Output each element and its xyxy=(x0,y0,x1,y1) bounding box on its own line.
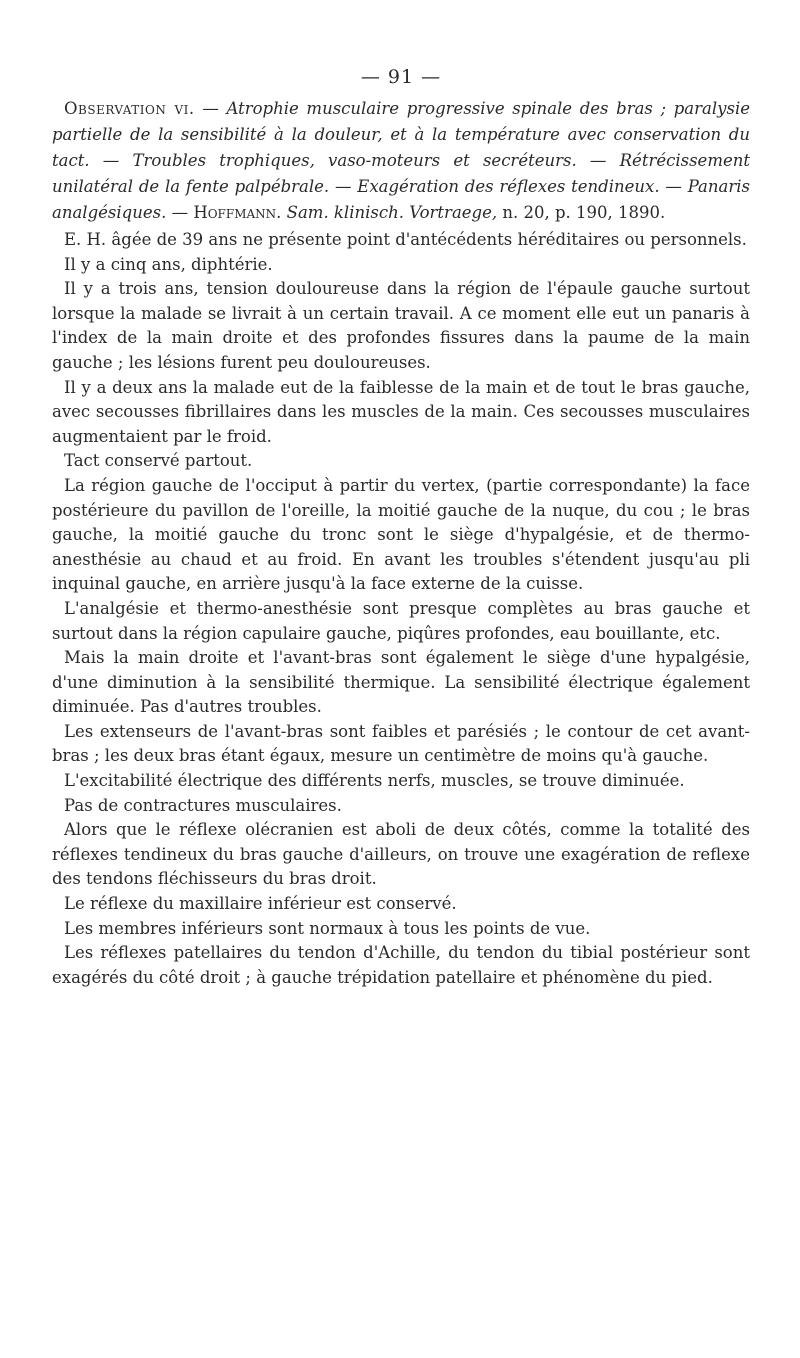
paragraph: Pas de contractures musculaires. xyxy=(64,795,342,815)
page-number: — 91 — xyxy=(360,66,442,88)
paragraph: Il y a trois ans, tension douloureuse dans la région de l'épaule gauche surtout lorsque la malade se livrait à un certain travail. A ce moment elle eut un panaris à l'index de la main droite et des profondes fissures dans la paume de la main gauche ; les lésions furent peu douloureuses. xyxy=(52,279,750,372)
paragraph: L'analgésie et thermo-anesthésie sont presque complètes au bras gauche et surtout dans la région capulaire gauche, piqûres profondes, eau bouillante, etc. xyxy=(52,598,750,643)
observation-label: Observation vi. xyxy=(64,99,195,118)
paragraph: Le réflexe du maxillaire inférieur est conservé. xyxy=(64,894,457,914)
paragraph: Il y a deux ans la malade eut de la faiblesse de la main et de tout le bras gauche, avec secousses fibrillaires dans les muscles de la main. Ces secousses musculaires augmentaient par le froid. xyxy=(52,377,750,446)
observation-source-title: Sam. klinisch. Vortraege, xyxy=(281,203,498,222)
observation-author: Hoffmann. xyxy=(193,203,282,222)
observation-title: Atrophie musculaire progressive spinale des bras ; paralysie partielle de la sensibilité à la douleur, et à la température avec conservation du tact. — Troubles trophiques, vaso-moteurs et secréteurs. — Rétrécissement unilatéral de la fente palpébrale. — Exagération des réflexes tendineux. — Panaris analgésiques. xyxy=(52,99,750,222)
paragraph: La région gauche de l'occiput à partir du vertex, (partie correspondante) la face postérieure du pavillon de l'oreille, la moitié gauche de la nuque, du cou ; le bras gauche, la moitié gauche du tronc sont le siège d'hypalgésie, et de thermo-anesthésie au chaud et au froid. En avant les troubles s'étendent jusqu'au pli inquinal gauche, en arrière jusqu'à la face externe de la cuisse. xyxy=(52,475,750,594)
body-text xyxy=(52,228,750,990)
paragraph: Tact conservé partout. xyxy=(64,451,253,471)
observation-header xyxy=(52,96,750,226)
paragraph: Les membres inférieurs sont normaux à tous les points de vue. xyxy=(64,918,591,938)
paragraph: L'excitabilité électrique des différents nerfs, muscles, se trouve diminuée. xyxy=(64,771,685,791)
paragraph: E. H. âgée de 39 ans ne présente point d'antécédents héréditaires ou personnels. xyxy=(64,230,747,249)
paragraph: Il y a cinq ans, diphtérie. xyxy=(64,254,273,274)
paragraph: Mais la main droite et l'avant-bras sont également le siège d'une hypalgésie, d'une diminution à la sensibilité thermique. La sensibilité électrique également diminuée. Pas d'autres troubles. xyxy=(52,648,750,717)
paragraph: Les réflexes patellaires du tendon d'Achille, du tendon du tibial postérieur sont exagérés du côté droit ; à gauche trépidation patellaire et phénomène du pied. xyxy=(52,943,750,987)
header-separator: — xyxy=(166,203,194,222)
paragraph: Les extenseurs de l'avant-bras sont faibles et parésiés ; le contour de cet avant-bras ; les deux bras étant égaux, mesure un centimètre de moins qu'à gauche. xyxy=(52,721,750,766)
paragraph: Alors que le réflexe olécranien est aboli de deux côtés, comme la totalité des réflexes tendineux du bras gauche d'ailleurs, on trouve une exagération de reflexe des tendons fléchisseurs du bras droit. xyxy=(52,820,750,889)
header-dash: — xyxy=(194,99,227,118)
observation-source-ref: n. 20, p. 190, 1890. xyxy=(497,203,666,222)
